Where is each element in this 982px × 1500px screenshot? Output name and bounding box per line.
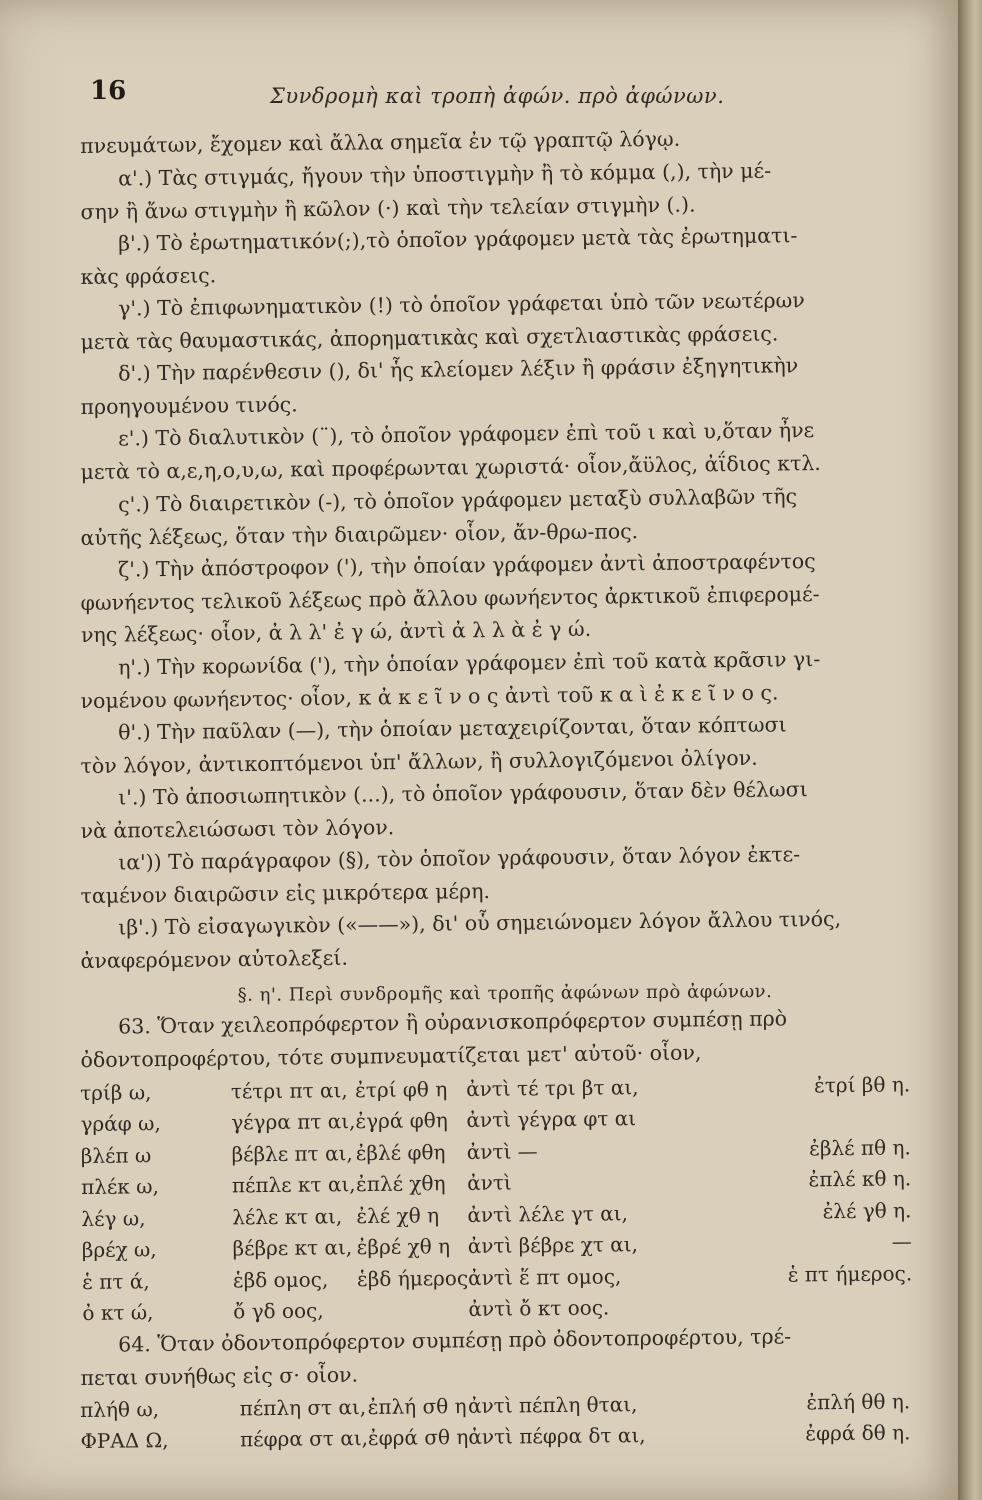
table-cell: ἀντὶ ἕ πτ ομος, bbox=[467, 1263, 622, 1290]
table-cell: πλήθ ω, bbox=[80, 1396, 160, 1422]
mark-item bbox=[80, 217, 931, 293]
text-line: θ'.) Τὴν παῦλαν (—), τὴν ὁποίαν μεταχειρίζονται, ὅταν κόπτωσι bbox=[118, 712, 787, 745]
verb-table-64 bbox=[80, 1385, 911, 1457]
table-cell bbox=[638, 1069, 786, 1102]
text-line: α'.) Τὰς στιγμάς, ἤγουν τὴν ὑποστιγμὴν ἢ τὸ κόμμα (,), τὴν μέ- bbox=[118, 158, 772, 191]
mark-item bbox=[80, 543, 931, 651]
text-line: 64. Ὅταν ὀδοντοπρόφερτον συμπέσῃ πρὸ ὀδοντοπροφέρτου, τρέ- bbox=[118, 1323, 792, 1357]
mark-item bbox=[80, 902, 931, 978]
paragraph-64 bbox=[80, 1318, 931, 1394]
text-line: μετὰ τὸ α,ε,η,ο,υ,ω, καὶ προφέρωνται χωριστά· οἷον,ἄϋλος, ἀΐδιος κτλ. bbox=[80, 450, 821, 484]
text-line: σην ἢ ἄνω στιγμὴν ἢ κῶλον (·) καὶ τὴν τελείαν στιγμὴν (.). bbox=[80, 191, 696, 224]
table-cell: ἑ πτ ήμερος. bbox=[787, 1260, 913, 1286]
text-line: β'.) Τὸ ἐρωτηματικόν(;),τὸ ὁποῖον γράφομεν μετὰ τὰς ἐρωτηματι- bbox=[118, 223, 798, 256]
table-cell: ἐλέ χθ η bbox=[356, 1202, 440, 1228]
table-cell: βλέπ ω bbox=[80, 1142, 152, 1168]
text-line: τὸν λόγον, ἀντικοπτόμενοι ὑπ' ἄλλων, ἢ συλλογιζόμενοι ὀλίγον. bbox=[80, 745, 758, 778]
table-cell: ὀ κτ ώ, bbox=[82, 1300, 154, 1325]
table-cell: ἐπλή θθ η. bbox=[806, 1388, 911, 1414]
table-cell: ἀντὶ πέφρα δτ αι, bbox=[468, 1423, 646, 1449]
text-line: πεται συνήθως εἰς σ· οἷον. bbox=[80, 1361, 359, 1390]
table-cell bbox=[639, 1132, 787, 1165]
table-cell: ἀντὶ ὄ κτ οος. bbox=[468, 1295, 610, 1321]
mark-item bbox=[80, 413, 931, 489]
table-cell: ἑβδ ομος, bbox=[232, 1266, 329, 1292]
table-cell: ἐπλέ χθη bbox=[355, 1171, 446, 1196]
table-cell: ἀντὶ βέβρε χτ αι, bbox=[467, 1232, 639, 1258]
text-line: δ'.) Τὴν παρένθεσιν (), δι' ἧς κλείομεν λέξιν ἢ φράσιν ἐξηγητικὴν bbox=[118, 353, 799, 386]
table-cell: ἐτρί βθ η. bbox=[813, 1071, 911, 1097]
table-cell: λέγ ω, bbox=[81, 1205, 146, 1231]
text-line: προηγουμένου τινός. bbox=[80, 392, 298, 419]
text-line: ε'.) Τὸ διαλυτικὸν (¨), τὸ ὁποῖον γράφομεν ἐπὶ τοῦ ι καὶ υ,ὅταν ἦνε bbox=[118, 418, 815, 451]
table-cell: ἑ πτ ά, bbox=[82, 1268, 150, 1294]
section-heading: §. η'. Περὶ συνδρομῆς καὶ τροπῆς ἀφώνων πρὸ ἀφώνων. bbox=[237, 981, 773, 1007]
table-cell: γράφ ω, bbox=[80, 1111, 161, 1136]
table-cell: πέπλε κτ αι, bbox=[231, 1171, 356, 1198]
table-cell: πλέκ ω, bbox=[81, 1174, 159, 1199]
text-line: νης λέξεως· οἷον, ἀ λ λ' ἐ γ ώ, ἀντὶ ἀ λ λ ὰ ἐ γ ώ. bbox=[80, 616, 592, 647]
table-cell: ὄ γδ οος, bbox=[233, 1298, 324, 1324]
table-cell: ἐφρά σθ η bbox=[367, 1424, 469, 1451]
text-line: η'.) Τὴν κορωνίδα ('), τὴν ὁποίαν γράφομεν ἐπὶ τοῦ κατὰ κρᾶσιν γι- bbox=[118, 646, 821, 680]
table-cell: ἀντὶ bbox=[466, 1170, 512, 1195]
running-title: Συνδρομὴ καὶ τροπὴ ἀφών. πρὸ ἀφώνων. bbox=[270, 84, 725, 108]
text-line: ι'.) Τὸ ἀποσιωπητικὸν (...), τὸ ὁποῖον γράφουσιν, ὅταν δὲν θέλωσι bbox=[118, 776, 808, 810]
table-cell: ἀντὶ — bbox=[466, 1138, 538, 1164]
text-line: γ'.) Τὸ ἐπιφωνηματικὸν (!) τὸ ὁποῖον γράφεται ὑπὸ τῶν νεωτέρων bbox=[118, 288, 805, 321]
text-line: ὀδοντοπροφέρτου, τότε συμπνευματίζεται μετ' αὐτοῦ· οἷον, bbox=[80, 1040, 702, 1073]
table-cell: — bbox=[891, 1229, 912, 1254]
table-cell bbox=[640, 1227, 788, 1260]
text-line: αὐτῆς λέξεως, ὅταν τὴν διαιρῶμεν· οἷον, ἄν-θρω-πος. bbox=[80, 518, 639, 550]
table-cell: βέβλε πτ αι, bbox=[231, 1140, 353, 1166]
mark-item bbox=[80, 771, 931, 847]
page-body bbox=[80, 126, 930, 1457]
page-number: 16 bbox=[90, 76, 127, 106]
table-cell bbox=[639, 1101, 787, 1134]
text-line: πνευμάτων, ἔχομεν καὶ ἄλλα σημεῖα ἐν τῷ γραπτῷ λόγῳ. bbox=[80, 126, 681, 158]
book-spine bbox=[958, 0, 982, 1500]
text-line: 63. Ὅταν χειλεοπρόφερτον ἢ οὐρανισκοπρόφερτον συμπέσῃ πρὸ bbox=[118, 1006, 788, 1039]
table-cell: ἐβλέ πθ η. bbox=[809, 1134, 911, 1160]
mark-item bbox=[80, 478, 931, 554]
table-cell: τρίβ ω, bbox=[80, 1079, 152, 1105]
paragraph-63 bbox=[80, 1001, 931, 1077]
table-cell: ἐβρέ χθ η bbox=[356, 1234, 451, 1259]
table-cell bbox=[639, 1164, 787, 1197]
mark-item bbox=[80, 348, 931, 424]
table-cell: πέφρα στ αι, bbox=[239, 1426, 369, 1452]
text-line: νομένου φωνήεντος· οἷον, κ ἀ κ ε ῖ ν ο ς ἀντὶ τοῦ κ α ὶ ἐ κ ε ῖ ν ο ς. bbox=[80, 679, 779, 713]
verb-table-63 bbox=[80, 1068, 913, 1329]
text-line: ζ'.) Τὴν ἀπόστροφον ('), τὴν ὁποίαν γράφομεν ἀντὶ ἀποστραφέντος bbox=[118, 548, 816, 582]
text-line: μετὰ τὰς θαυμαστικάς, ἀπορηματικὰς καὶ σχετλιαστικὰς φράσεις. bbox=[80, 321, 779, 354]
table-cell: πέπλη στ αι, bbox=[239, 1394, 367, 1420]
mark-item bbox=[80, 152, 931, 228]
mark-item bbox=[80, 283, 931, 359]
table-cell: ἀντὶ πέπλη θται, bbox=[467, 1391, 638, 1418]
table-cell bbox=[788, 1288, 913, 1321]
table-cell bbox=[640, 1258, 788, 1291]
text-line: ταμένον διαιρῶσιν εἰς μικρότερα μέρη. bbox=[80, 878, 491, 908]
table-cell: ἐπλή σθ η bbox=[367, 1393, 467, 1419]
table-cell: ἐπλέ κθ η. bbox=[808, 1166, 912, 1192]
text-line: ἀναφερόμενον αὐτολεξεί. bbox=[80, 945, 349, 973]
text-line: κὰς φράσεις. bbox=[80, 262, 217, 289]
page-header bbox=[90, 72, 920, 112]
table-cell: ἀντὶ λέλε γτ αι, bbox=[467, 1200, 629, 1227]
mark-item bbox=[80, 641, 931, 717]
table-cell bbox=[786, 1099, 911, 1132]
table-cell: ἐβλέ φθη bbox=[355, 1139, 446, 1165]
table-cell: ἐγρά φθη bbox=[355, 1108, 448, 1133]
table-cell: ἐφρά δθ η. bbox=[805, 1420, 911, 1446]
table-cell: ἐλέ γθ η. bbox=[822, 1197, 912, 1223]
table-cell: ἐτρί φθ η bbox=[354, 1076, 448, 1102]
table-cell: ἀντὶ γέγρα φτ αι bbox=[466, 1106, 637, 1132]
table-cell: βρέχ ω, bbox=[81, 1237, 157, 1262]
table-cell bbox=[645, 1386, 805, 1419]
table-cell: ἀντὶ τέ τρι βτ αι, bbox=[466, 1074, 639, 1101]
table-cell bbox=[357, 1293, 468, 1326]
table-cell bbox=[641, 1290, 789, 1323]
text-line: φωνήεντος τελικοῦ λέξεως πρὸ ἄλλου φωνήεντος ἀρκτικοῦ ἐπιφερομέ- bbox=[80, 581, 820, 615]
table-cell: ἑβδ ήμερος bbox=[356, 1265, 469, 1291]
table-cell: τέτρι πτ αι, bbox=[230, 1077, 348, 1103]
table-cell: ΦΡΑΔ Ω, bbox=[80, 1428, 169, 1454]
text-line: ιβ'.) Τὸ εἰσαγωγικὸν («——»), δι' οὗ σημειώνομεν λόγον ἄλλου τινός, bbox=[118, 906, 842, 940]
text-line: νὰ ἀποτελειώσωσι τὸν λόγον. bbox=[80, 814, 395, 843]
text-line: ς'.) Τὸ διαιρετικὸν (-), τὸ ὁποῖον γράφομεν μεταξὺ συλλαβῶν τῆς bbox=[118, 483, 798, 517]
text-line: ια')) Τὸ παράγραφον (§), τὸν ὁποῖον γράφουσιν, ὅταν λόγον ἐκτε- bbox=[118, 842, 801, 875]
table-cell bbox=[645, 1418, 805, 1451]
table-cell: λέλε κτ αι, bbox=[232, 1203, 343, 1229]
mark-item bbox=[80, 706, 931, 782]
table-cell: γέγρα πτ αι, bbox=[231, 1108, 356, 1135]
table-cell: βέβρε κτ αι, bbox=[232, 1235, 353, 1261]
punctuation-marks-list bbox=[80, 158, 930, 978]
mark-item bbox=[80, 837, 931, 913]
table-cell bbox=[640, 1195, 788, 1228]
